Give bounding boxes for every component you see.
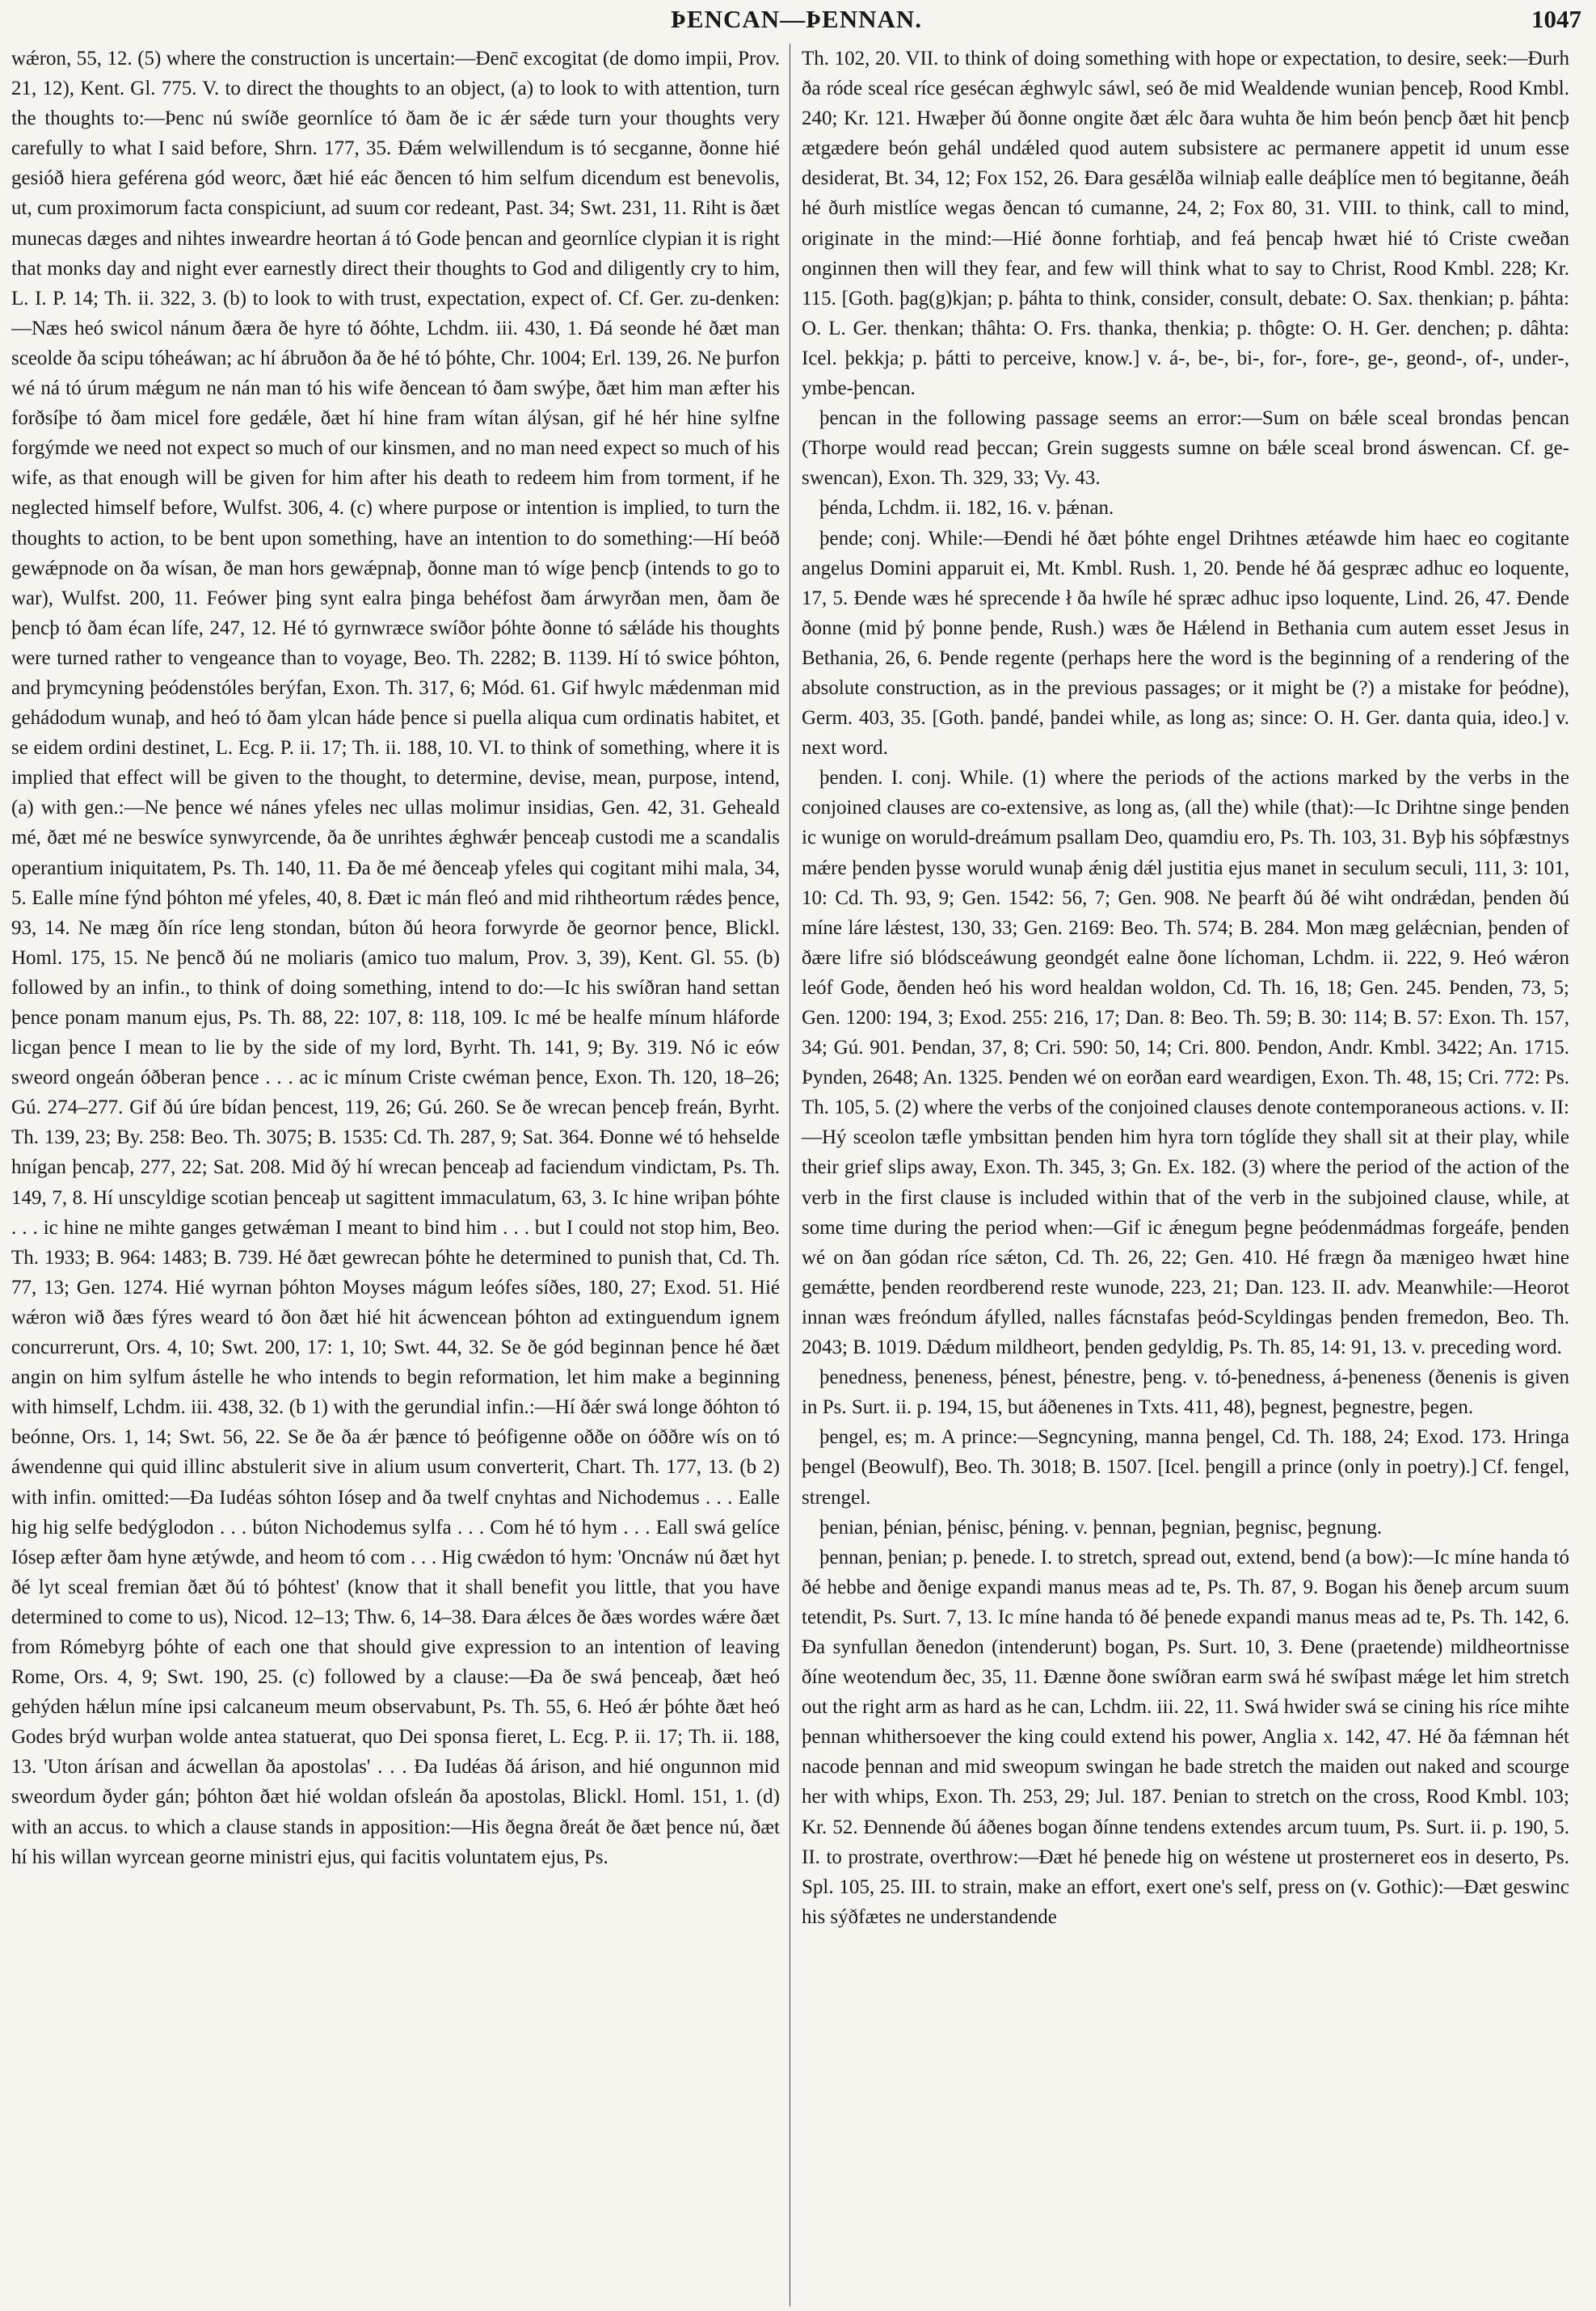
entry-thencan-continued: Th. 102, 20. VII. to think of doing something with hope or expectation, to desire, seek:—Ðurh ða róde sceal ríce gesécan ǽghwylc sáwl, seó ðe mid Wealdende wunian þenceþ, Rood Kmbl. 240; Kr. 121. Hwæþer ðú ðonne ongite ðæt ǽlc ðara wuhta ðe him beón þencþ ðæt hit þencþ ætgædere beón gehál undǽled quod autem subsistere ac permanere appetit id unum esse desiderat, Bt. 34, 12; Fox 152, 26. Ðara gesǽlða wilniaþ ealle deáþlíce men tó begitanne, ðeáh hé ðurh mistlíce wegas ðencan tó cumanne, 24, 2; Fox 80, 31. VIII. to think, call to mind, originate in the mind:—Hié ðonne forhtiaþ, and feá þencaþ hwæt hié tó Criste cweðan onginnen then will they fear, and few will think what to say to Christ, Rood Kmbl. 228; Kr. 115. [Goth. þag(g)kjan; p. þáhta to think, consider, consult, debate: O. Sax. thenkian; p. þáhta: O. L. Ger. thenkan; thâhta: O. Frs. thanka, thenkia; p. thôgte: O. H. Ger. denchen; p. dâhta: Icel. þekkja; p. þátti to perceive, know.] v. á-, be-, bi-, for-, fore-, ge-, geond-, of-, under-, ymbe-þencan. [802, 48, 1569, 400]
entry-thengel: þengel, es; m. A prince:—Segncyning, manna þengel, Cd. Th. 188, 24; Exod. 173. Hringa þengel (Beowulf), Beo. Th. 3018; B. 1507. [Icel. þengill a prince (only in poetry).] Cf. fengel, strengel. [802, 1426, 1569, 1509]
running-title: ÞENCAN—ÞENNAN. [670, 5, 923, 33]
entry-thenian: þenian, þénian, þénisc, þéning. v. þennan, þegnian, þegnisc, þegnung. [819, 1516, 1383, 1539]
page-header [11, 5, 1581, 34]
right-column [790, 44, 1569, 2306]
left-column-text: wǽron, 55, 12. (5) where the construction is uncertain:—Ðenc̄ excogitat (de domo impii, Prov. 21, 12), Kent. Gl. 775. V. to direct the thoughts to an object, (a) to look to with attention, turn the thoughts to:—Þenc nú swíðe geornlíce tó ðam ðe ic ǽr sǽde turn your thoughts very carefully to what I said before, Shrn. 177, 35. Ðǽm welwillendum is tó secganne, ðonne hié gesióð hiera geférena gód weorc, ðæt hié eác ðencen tó him selfum dicendum est benevolis, ut, cum proximorum facta conspiciunt, ad suum cor redeant, Past. 34; Swt. 231, 11. Riht is ðæt munecas dæges and nihtes inweardre heortan á tó Gode þencan and geornlíce clypian it is right that monks day and night ever earnestly direct their thoughts to God and diligently cry to him, L. I. P. 14; Th. ii. 322, 3. (b) to look to with trust, expectation, expect of. Cf. Ger. zu-denken:—Næs heó swicol nánum ðæra ðe hyre tó ðóhte, Lchdm. iii. 430, 1. Ðá seonde hé ðæt man sceolde ða scipu tóheáwan; ac hí ábruðon ða ðe hé tó þóhte, Chr. 1004; Erl. 139, 26. Ne þurfon wé ná tó úrum mǽgum ne nán man tó his wife ðencean tó ðam swýþe, ðæt him man æfter his forðsíþe tó ðam micel fore gedǽle, ðæt hí hine fram wítan álýsan, gif hé hér hine sylfne forgýmde we need not expect so much of our kinsmen, and no man need expect so much of his wife, as that enough will be given for him after his death to redeem him from torment, if he neglected himself before, Wulfst. 306, 4. (c) where purpose or intention is implied, to turn the thoughts to action, to be bent upon something, have an intention to do something:—Hí beóð gewǽpnode on ða wísan, ðe man hors gewǽpnaþ, ðonne man tó wíge þencþ (intends to go to war), Wulfst. 200, 11. Feówer þing synt ealra þinga behéfost ðam árwyrðan men, ðam ðe þencþ tó ðam écan lífe, 247, 12. Hé tó gyrnwræce swíðor þóhte ðonne tó sǽláde his thoughts were turned rather to vengeance than to voyage, Beo. Th. 2282; B. 1139. Hí tó swice þóhton, and þrymcyning þeódenstóles berýfan, Exon. Th. 317, 6; Mód. 61. Gif hwylc mǽdenman mid gehádodum wunaþ, and heó tó ðam ylcan háde þence si puella aliqua cum ordinatis habitet, et se eidem ordini destinet, L. Ecg. P. ii. 17; Th. ii. 188, 10. VI. to think of something, where it is implied that effect will be given to the thought, to determine, devise, mean, purpose, intend, (a) with gen.:—Ne þence wé nánes yfeles nec ullas molimur insidias, Gen. 42, 31. Geheald mé, ðæt mé ne beswíce synwyrcende, ða ðe unrihtes ǽghwǽr þenceaþ custodi me a scandalis operantium iniquitatem, Ps. Th. 140, 11. Ða ðe mé ðenceaþ yfeles qui cogitant mihi mala, 34, 5. Ealle míne fýnd þóhton mé yfeles, 40, 8. Ðæt ic mán fleó and mid rihtheortum rǽdes þence, 93, 14. Ne mæg ðín ríce leng stondan, búton ðú heora forwyrde ðe geornor þence, Blickl. Homl. 175, 15. Ne þencð ðú ne moliaris (amico tuo malum, Prov. 3, 39), Kent. Gl. 55. (b) followed by an infin., to think of doing something, intend to do:—Ic his swíðran hand settan þence ponam manum ejus, Ps. Th. 88, 22: 107, 8: 118, 109. Ic mé be healfe mínum hláforde licgan þence I mean to lie by the side of my lord, Byrht. Th. 141, 9; By. 319. Nó ic eów sweord ongeán óðberan þence . . . ac ic mínum Criste cwéman þence, Exon. Th. 120, 18–26; Gú. 274–277. Gif ðú úre bídan þencest, 119, 26; Gú. 260. Se ðe wrecan þenceþ freán, Byrht. Th. 139, 23; By. 258: Beo. Th. 3075; B. 1535: Cd. Th. 287, 9; Sat. 364. Ðonne wé tó hehselde hnígan þencaþ, 277, 22; Sat. 208. Mid ðý hí wrecan þenceaþ ad faciendum vindictam, Ps. Th. 149, 7, 8. Hí unscyldige scotian þenceaþ ut sagittent immaculatum, 63, 3. Ic hine wriþan þóhte . . . ic hine ne mihte ganges getwǽman I meant to bind him . . . but I could not stop him, Beo. Th. 1933; B. 964: 1483; B. 739. Hé ðæt gewrecan þóhte he determined to punish that, Cd. Th. 77, 13; Gen. 1274. Hié wyrnan þóhton Moyses mágum leófes síðes, 180, 27; Exod. 51. Hié wǽron wið ðæs fýres weard tó ðon ðæt hié hit ácwencean þóhton ad extinguendum ignem concurrerunt, Ors. 4, 10; Swt. 200, 17: 1, 10; Swt. 44, 32. Se ðe gód beginnan þence hé ðæt angin on him sylfum ástelle he who intends to begin reformation, let him make a beginning with himself, Lchdm. iii. 438, 32. (b 1) with the gerundial infin.:—Hí ðǽr swá longe ðóhton tó beónne, Ors. 1, 14; Swt. 56, 22. Se ðe ða ǽr þænce tó þeófigenne oððe on óððre wís on tó áwendenne qui quid illinc abstulerit sive in alium usum converterit, Chart. Th. 177, 13. (b 2) with infin. omitted:—Ða Iudéas sóhton Iósep and ða twelf cnyhtas and Nichodemus . . . Ealle hig hig selfe bedýglodon . . . búton Nichodemus sylfa . . . Com hé tó hym . . . Eall swá gelíce Iósep æfter ðam hyne ætýwde, and heom tó com . . . Hig cwǽdon tó hym: 'Oncnáw nú ðæt hyt ðé lyt sceal fremian ðæt ðú tó þóhtest' (know that it shall benefit you little, that you have determined to come to us), Nicod. 12–13; Thw. 6, 14–38. Ðara ǽlces ðe ðæs wordes wǽre ðæt from Rómebyrg þóhte of each one that should give expression to an intention of leaving Rome, Ors. 4, 9; Swt. 190, 25. (c) followed by a clause:—Ða ðe swá þenceaþ, ðæt heó gehýden hǽlun míne ipsi calcaneum meum observabunt, Ps. Th. 55, 6. Heó ǽr þóhte ðæt heó Godes brýd wurþan wolde antea statuerat, quo Dei sponsa fieret, L. Ecg. P. ii. 17; Th. ii. 188, 13. 'Uton árísan and ácwellan ða apostolas' . . . Ða Iudéas ðá árison, and hié ongunnon mid sweordum ðyder gán; þóhton ðæt hié woldan ofsleán ða apostolas, Blickl. Homl. 151, 1. (d) with an accus. to which a clause stands in apposition:—His ðegna ðreát ðe ðæt þence nú, ðæt hí his willan wyrcean georne ministri ejus, qui facitis voluntatem ejus, Ps. [11, 48, 780, 1868]
entry-thende: þende; conj. While:—Ðendi hé ðæt þóhte engel Drihtnes ætéawde him haec eo cogitante angelus Domini apparuit ei, Mt. Kmbl. Rush. 1, 20. Þende hé ðá gespræc adhuc eo loquente, 17, 5. Ðende wæs hé sprecende ł ða hwíle hé spræc adhuc ipso loquente, Lind. 26, 47. Ðende ðonne (mid þý þonne þende, Rush.) wæs ðe Hǽlend in Bethania cum autem esset Jesus in Bethania, 26, 6. Þende regente (perhaps here the word is the beginning of a rendering of the absolute construction, as in the previous passages; or it might be (?) a mistake for þeódne), Germ. 403, 35. [Goth. þandé, þandei while, as long as; since: O. H. Ger. danta quia, ideo.] v. next word. [802, 527, 1569, 760]
entry-thennan: þennan, þenian; p. þenede. I. to stretch, spread out, extend, bend (a bow):—Ic míne handa tó ðé hebbe and ðenige expandi manus meas ad te, Ps. Th. 87, 9. Bogan his ðeneþ arcum suum tetendit, Ps. Surt. 7, 13. Ic míne handa tó ðé þenede expandi manus meas ad te, Ps. Th. 142, 6. Ða synfullan ðenedon (intenderunt) bogan, Ps. Surt. 10, 3. Ðene (praetende) mildheortnisse ðíne weotendum ðec, 35, 11. Ðænne ðone swíðran earm swá hé swíþast mǽge let him stretch out the right arm as hard as he can, Lchdm. iii. 22, 11. Swá hwider swá se cining his ríce mihte þennan whithersoever the king could extend his power, Anglia x. 142, 47. Hé ða fǽmnan hét nacode þennan and mid sweopum swingan he bade stretch the maiden out naked and scourge her with whips, Exon. Th. 253, 29; Jul. 187. Þenian to stretch on the cross, Rood Kmbl. 103; Kr. 52. Ðennende ðú áðenes bogan ðínne tendens extendes arcum tuum, Ps. Surt. ii. p. 190, 5. II. to prostrate, overthrow:—Ðæt hé þenede hig on wéstene ut prosterneret eos in deserto, Ps. Spl. 105, 25. III. to strain, make an effort, exert one's self, press on (v. Gothic):—Ðæt geswinc his sýðfætes ne understandende [802, 1546, 1569, 1928]
left-column [11, 44, 790, 2306]
entry-thenden: þenden. I. conj. While. (1) where the periods of the actions marked by the verbs in the conjoined clauses are co-extensive, as long as, (all the) while (that):—Ic Drihtne singe þenden ic wunige on woruld-dreámum psallam Deo, quamdiu ero, Ps. Th. 103, 31. Byþ his sóþfæstnys mǽre þenden þysse woruld wunaþ ǽnig dǽl justitia ejus manet in seculum seculi, 111, 3: 101, 10: Cd. Th. 93, 9; Gen. 1542: 56, 7; Gen. 908. Ne þearft ðú ðé wiht ondrǽdan, þenden ðú míne láre lǽstest, 130, 33; Gen. 2169: Beo. Th. 574; B. 284. Mon mæg gelǽcnian, þenden of ðære lifre sió blódsceáwung geondgét ealne ðone líchoman, Lchdm. ii. 222, 9. Heó wǽron leóf Gode, ðenden heó his word healdan woldon, Cd. Th. 16, 18; Gen. 245. Þenden, 73, 5; Gen. 1200: 194, 3; Exod. 255: 216, 17; Dan. 8: Beo. Th. 59; B. 30: 114; B. 57: Exon. Th. 157, 34; Gú. 901. Þendan, 37, 8; Cri. 590: 50, 14; Cri. 800. Þendon, Andr. Kmbl. 3422; An. 1715. Þynden, 2648; An. 1325. Þenden wé on eorðan eard weardigen, Exon. Th. 48, 15; Cri. 772: Ps. Th. 105, 5. (2) where the verbs of the conjoined clauses denote contemporaneous actions. v. II:—Hý sceolon tæfle ymbsittan þenden him hyra torn tóglíde they shall sit at their play, while their grief slips away, Exon. Th. 345, 3; Gn. Ex. 182. (3) where the period of the action of the verb in the first clause is included within that of the verb in the subjoined clause, while, at some time during the period when:—Gif ic ǽnegum þegne þeódenmádmas forgeáfe, þenden wé on ðan gódan ríce sǽton, Cd. Th. 26, 22; Gen. 410. Hé frægn ða mænigeo hwæt hine gemǽtte, þenden reordberend reste wunode, 223, 21; Dan. 123. II. adv. Meanwhile:—Heorot innan wæs freóndum áfylled, nalles fácnstafas þeód-Scyldingas þenden fremedon, Beo. Th. 2043; B. 1019. Dǽdum mildheort, þenden gedyldig, Ps. Th. 85, 14: 91, 13. v. preceding word. [802, 767, 1569, 1359]
page-number: 1047 [1531, 5, 1581, 33]
entry-thenda: þénda, Lchdm. ii. 182, 16. v. þǽnan. [819, 497, 1114, 520]
entry-thenedness: þenedness, þeneness, þénest, þénestre, þeng. v. tó-þenedness, á-þeneness (ðenenis is given in Ps. Surt. ii. p. 194, 15, but áðenenes in Txts. 411, 48), þegnest, þegnestre, þegen. [802, 1366, 1569, 1419]
entry-thencan-error: þencan in the following passage seems an error:—Sum on bǽle sceal brondas þencan (Thorpe would read þeccan; Grein suggests sumne on bǽle sceal brond áswencan. Cf. ge-swencan), Exon. Th. 329, 33; Vy. 43. [802, 407, 1569, 490]
text-columns [11, 44, 1583, 2306]
